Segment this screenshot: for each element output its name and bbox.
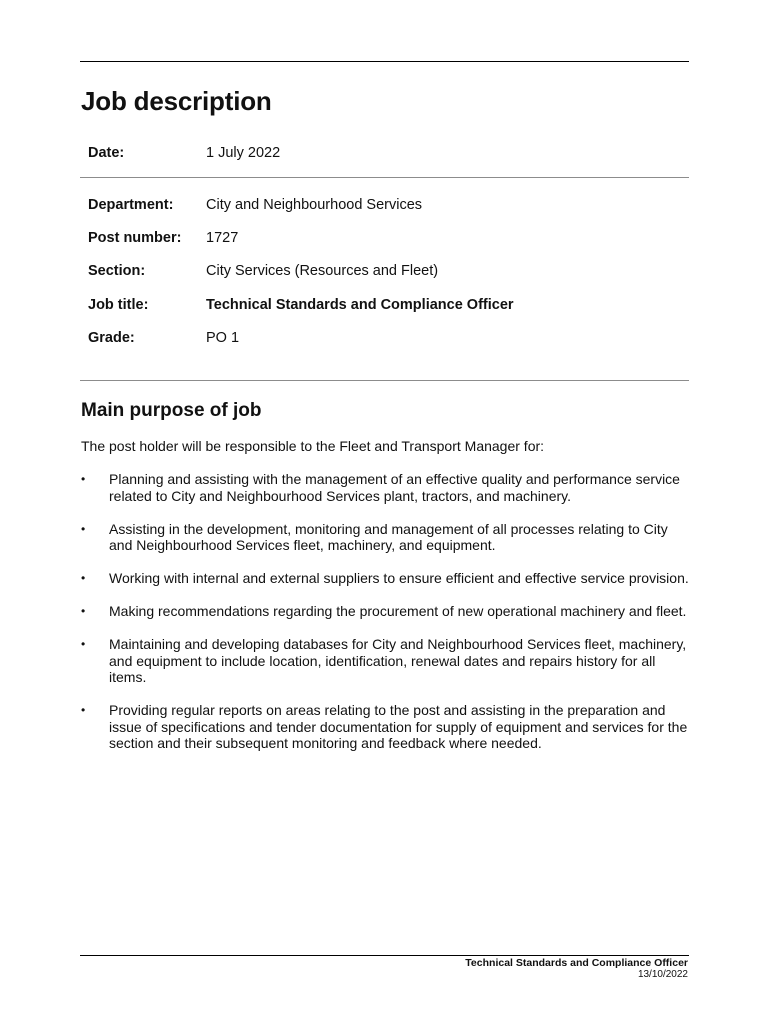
detail-value: 1727 <box>206 230 239 246</box>
date-label: Date: <box>88 145 125 161</box>
list-item <box>81 570 691 587</box>
bullet-icon: • <box>81 472 86 486</box>
list-item-text: Providing regular reports on areas relating to the post and assisting in the preparation and issue of specifications and tender documentation for supply of equipment and services for the section and their subsequent monitoring and feedback where needed. <box>109 702 688 751</box>
bullet-icon: • <box>81 604 86 618</box>
footer-title: Technical Standards and Compliance Officer <box>465 957 688 969</box>
footer-rule <box>80 955 689 956</box>
footer-date: 13/10/2022 <box>637 969 688 980</box>
list-item-text: Assisting in the development, monitoring and management of all processes relating to City and Neighbourhood Services fleet, machinery, and equipment. <box>109 520 668 553</box>
list-item-text: Maintaining and developing databases for City and Neighbourhood Services fleet, machinery, and equipment to include location, identification, renewal dates and repairs history for all items. <box>109 636 687 685</box>
list-item-text: Working with internal and external suppliers to ensure efficient and effective service provision. <box>109 570 689 586</box>
top-rule <box>80 61 689 62</box>
list-item-text: Planning and assisting with the management of an effective quality and performance service related to City and Neighbourhood Services plant, tractors, and machinery. <box>109 471 680 504</box>
list-item <box>81 702 691 752</box>
list-item <box>81 521 691 554</box>
details-divider <box>80 380 689 381</box>
detail-value: Technical Standards and Compliance Officer <box>206 297 514 313</box>
list-item <box>81 471 691 504</box>
purpose-list <box>81 471 691 768</box>
bullet-icon: • <box>81 571 86 585</box>
detail-label: Grade: <box>88 330 135 346</box>
detail-label: Job title: <box>88 297 149 313</box>
detail-label: Section: <box>88 263 146 279</box>
bullet-icon: • <box>81 703 86 717</box>
list-item-text: Making recommendations regarding the procurement of new operational machinery and fleet. <box>109 603 687 619</box>
detail-value: PO 1 <box>206 330 240 346</box>
detail-label: Department: <box>88 197 174 213</box>
list-item <box>81 603 691 620</box>
detail-label: Post number: <box>88 230 182 246</box>
section-heading: Main purpose of job <box>81 400 262 421</box>
date-value: 1 July 2022 <box>206 145 281 161</box>
bullet-icon: • <box>81 637 86 651</box>
intro-text: The post holder will be responsible to the Fleet and Transport Manager for: <box>81 438 545 454</box>
detail-value: City and Neighbourhood Services <box>206 197 423 213</box>
list-item <box>81 636 691 686</box>
date-divider <box>80 177 689 178</box>
detail-value: City Services (Resources and Fleet) <box>206 263 439 279</box>
page-title: Job description <box>81 86 272 116</box>
bullet-icon: • <box>81 521 86 536</box>
